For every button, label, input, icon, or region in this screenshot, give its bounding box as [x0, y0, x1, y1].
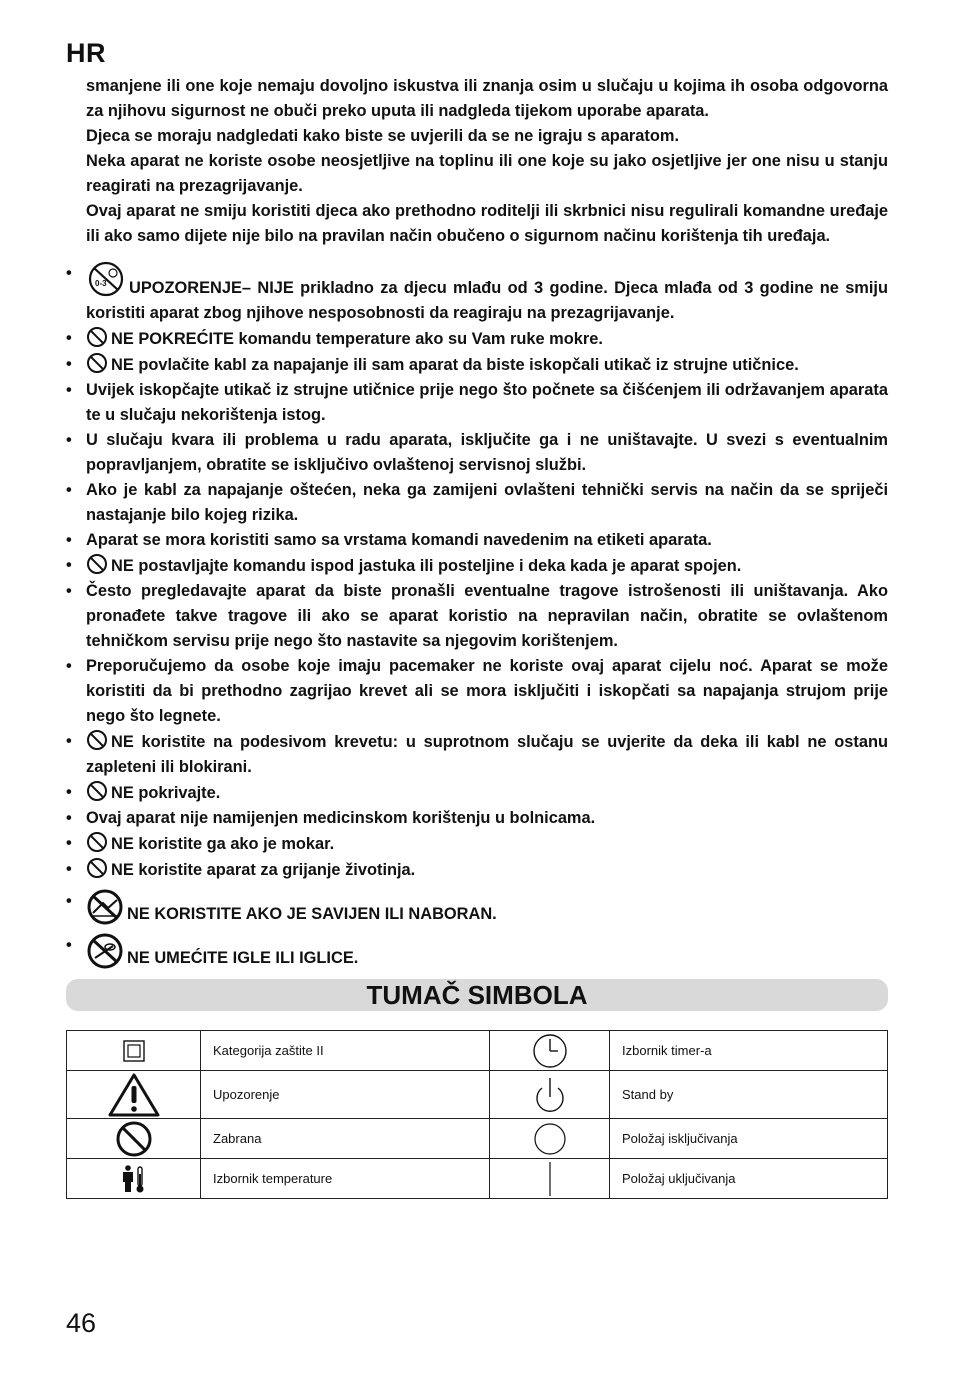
prohibition-icon	[86, 326, 108, 348]
table-row	[67, 1119, 888, 1159]
bullet-item	[66, 806, 888, 831]
bullet-text: NE UMEĆITE IGLE ILI IGLICE.	[127, 949, 359, 967]
intro-paragraph: Djeca se moraju nadgledati kako biste se uvjerili da se ne igraju s aparatom.	[86, 127, 680, 145]
table-row	[67, 1071, 888, 1119]
symbol-label: Izbornik temperature	[201, 1159, 490, 1199]
no-pins-icon	[86, 933, 124, 969]
bullet-item	[66, 933, 888, 971]
prohibition-icon	[86, 780, 108, 802]
bullet-item	[66, 326, 888, 352]
symbol-label: Kategorija zaštite II	[201, 1031, 490, 1071]
bullet-text: NE postavljajte komandu ispod jastuka ili posteljine i deka kada je aparat spojen.	[111, 557, 742, 575]
bullet-item	[66, 478, 888, 528]
bullet-text: NE koristite aparat za grijanje životinja.	[111, 861, 416, 879]
table-row	[67, 1159, 888, 1199]
bullet-item	[66, 857, 888, 883]
no-folding-icon	[86, 889, 124, 925]
page-number: 46	[66, 1308, 97, 1338]
section-title: TUMAČ SIMBOLA	[366, 980, 588, 1010]
prohibition-icon	[86, 831, 108, 853]
symbol-label: Upozorenje	[201, 1071, 490, 1119]
class-ii-icon	[67, 1031, 201, 1071]
bullet-item	[66, 528, 888, 553]
table-row	[67, 1031, 888, 1071]
bullet-item	[66, 428, 888, 478]
symbols-section-header	[66, 979, 888, 1011]
prohibition-icon	[86, 729, 108, 751]
bullet-item	[66, 378, 888, 428]
bullet-text: NE povlačite kabl za napajanje ili sam aparat da biste iskopčali utikač iz strujne utičnice.	[111, 356, 799, 374]
bullet-text: UPOZORENJE– NIJE prikladno za djecu mlađu od 3 godine. Djeca mlađa od 3 godine ne smiju koristiti aparat zbog njihove nesposobnosti da reagiraju na prezagrijavanje.	[86, 279, 888, 322]
prohibition-icon	[86, 352, 108, 374]
prohibition-icon	[86, 553, 108, 575]
symbol-label: Položaj isključivanja	[610, 1119, 888, 1159]
bullet-text: Često pregledavajte aparat da biste pronašli eventualne tragove istrošenosti ili uništavanja. Ako pronađete takve tragove ili ako se aparat koristio na nepravilan način, obratite se ovlaštenom tehničkom servisu prije nego što nastavite sa njegovim korištenjem.	[86, 582, 888, 650]
bullet-text: Aparat se mora koristiti samo sa vrstama komandi navedenim na etiketi aparata.	[86, 531, 712, 549]
bullet-item	[66, 889, 888, 927]
safety-instructions	[66, 74, 888, 971]
intro-paragraph: smanjene ili one koje nemaju dovoljno iskustva ili znanja osim u slučaju u kojima ih osoba odgovorna za njihovu sigurnost ne obuči preko uputa ili nadgleda tijekom uporabe aparata.	[86, 77, 888, 120]
prohibition-icon	[86, 857, 108, 879]
safety-bullet-list	[66, 261, 888, 971]
bullet-item	[66, 261, 888, 326]
warning-triangle-icon	[67, 1071, 201, 1119]
symbol-label: Zabrana	[201, 1119, 490, 1159]
bullet-item	[66, 831, 888, 857]
bullet-item	[66, 729, 888, 780]
bullet-text: NE KORISTITE AKO JE SAVIJEN ILI NABORAN.	[127, 905, 497, 923]
language-code: HR	[66, 38, 106, 68]
symbol-label: Izbornik timer-a	[610, 1031, 888, 1071]
intro-paragraphs	[66, 74, 888, 249]
bullet-text: Ako je kabl za napajanje oštećen, neka ga zamijeni ovlašteni tehnički servis na način da se spriječi nastajanje bilo kojeg rizika.	[86, 481, 888, 524]
symbols-table	[66, 1030, 888, 1199]
age-0-3-warning-icon	[86, 261, 126, 297]
bullet-item	[66, 780, 888, 806]
bullet-text: NE POKREĆITE komandu temperature ako su Vam ruke mokre.	[111, 330, 603, 348]
temperature-selector-icon	[67, 1159, 201, 1199]
bullet-text: U slučaju kvara ili problema u radu aparata, isključite ga i ne uništavajte. U svezi s eventualnim popravljanjem, obratite se isključivo ovlaštenoj servisnoj službi.	[86, 431, 888, 474]
bullet-text: NE koristite na podesivom krevetu: u suprotnom slučaju se uvjerite da deka ili kabl ne ostanu zapleteni ili blokirani.	[86, 733, 888, 776]
intro-paragraph: Ovaj aparat ne smiju koristiti djeca ako prethodno roditelji ili skrbnici nisu regulirali komandne uređaje ili ako samo dijete nije bilo na pravilan način obučeno o sigurnom načinu korištenja tih uređaja.	[86, 202, 888, 245]
bullet-item	[66, 654, 888, 729]
intro-paragraph: Neka aparat ne koriste osobe neosjetljive na toplinu ili one koje su jako osjetljive jer one nisu u stanju reagirati na prezagrijavanje.	[86, 152, 888, 195]
bullet-item	[66, 352, 888, 378]
symbol-label: Stand by	[610, 1071, 888, 1119]
bullet-text: NE pokrivajte.	[111, 784, 221, 802]
bullet-item	[66, 553, 888, 579]
on-position-icon	[490, 1159, 610, 1199]
svg-text:0-3: • 0-3	[95, 279, 107, 288]
off-position-icon	[490, 1119, 610, 1159]
timer-icon	[490, 1031, 610, 1071]
bullet-text: Preporučujemo da osobe koje imaju pacemaker ne koriste ovaj aparat cijelu noć. Aparat se može koristiti da bi prethodno zagrijao krevet ali se mora isključiti i iskopčati sa napajanja strujom prije nego što legnete.	[86, 657, 888, 725]
prohibition-icon	[67, 1119, 201, 1159]
bullet-item	[66, 579, 888, 654]
bullet-text: NE koristite ga ako je mokar.	[111, 835, 335, 853]
symbol-label: Položaj uključivanja	[610, 1159, 888, 1199]
bullet-text: Uvijek iskopčajte utikač iz strujne utičnice prije nego što počnete sa čišćenjem ili održavanjem aparata te u slučaju nekorištenja istog.	[86, 381, 888, 424]
standby-icon	[490, 1071, 610, 1119]
bullet-text: Ovaj aparat nije namijenjen medicinskom korištenju u bolnicama.	[86, 809, 596, 827]
